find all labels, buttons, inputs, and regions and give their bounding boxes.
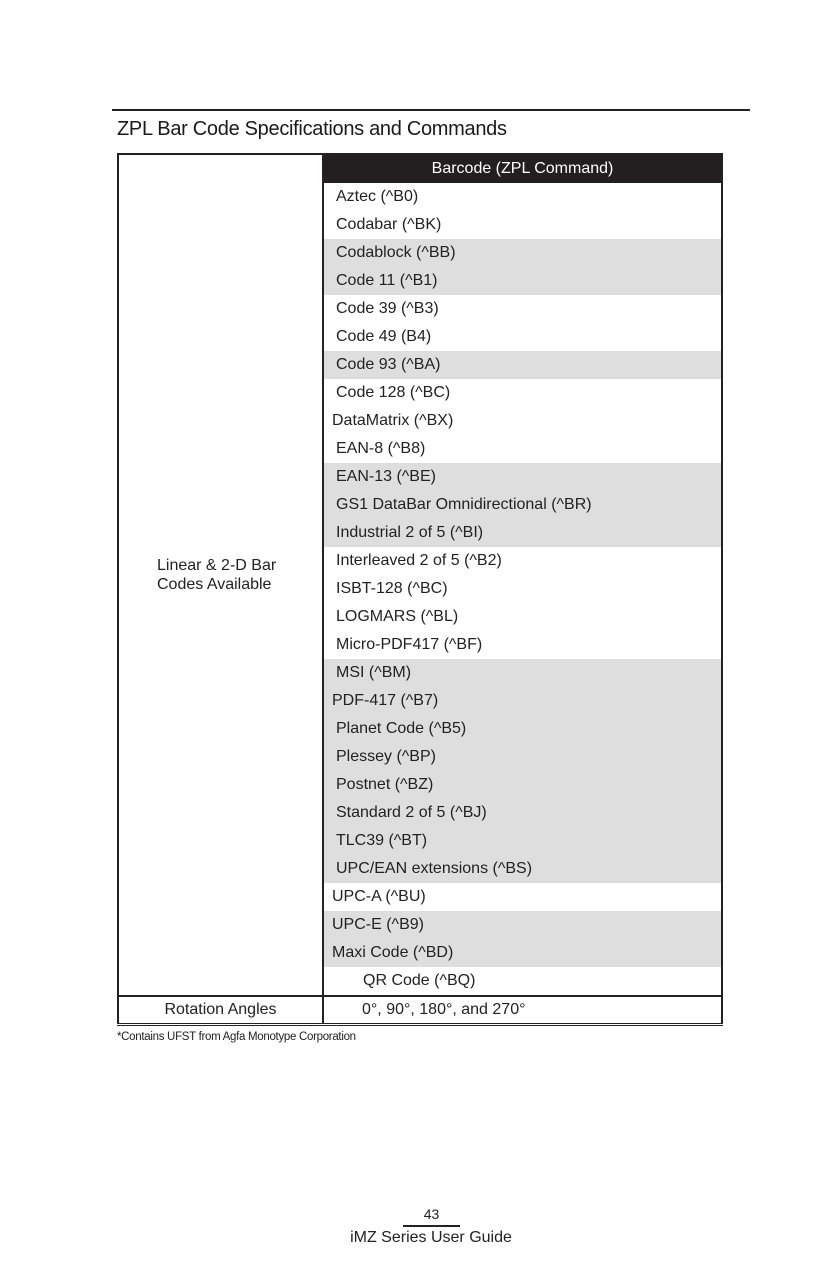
barcode-label: Code 93 (^BA) bbox=[336, 356, 441, 373]
barcode-cell bbox=[323, 939, 722, 967]
barcode-cell bbox=[323, 855, 722, 883]
barcode-cell bbox=[323, 267, 722, 295]
barcode-label: Micro-PDF417 (^BF) bbox=[336, 636, 483, 653]
barcode-label: Industrial 2 of 5 (^BI) bbox=[336, 524, 484, 541]
barcode-label: Code 49 (B4) bbox=[336, 328, 432, 345]
barcode-cell bbox=[323, 463, 722, 491]
barcode-label: Planet Code (^B5) bbox=[336, 720, 467, 737]
barcode-label: Interleaved 2 of 5 (^B2) bbox=[336, 552, 502, 569]
barcode-label: UPC-A (^BU) bbox=[332, 888, 426, 905]
barcode-cell bbox=[323, 575, 722, 603]
barcode-label: PDF-417 (^B7) bbox=[332, 692, 439, 709]
barcode-label: UPC/EAN extensions (^BS) bbox=[336, 860, 533, 877]
barcode-cell bbox=[323, 435, 722, 463]
barcode-label: ISBT-128 (^BC) bbox=[336, 580, 448, 597]
barcode-cell bbox=[323, 687, 722, 715]
barcode-label: Aztec (^B0) bbox=[336, 188, 419, 205]
barcode-label: Standard 2 of 5 (^BJ) bbox=[336, 804, 487, 821]
barcode-label: UPC-E (^B9) bbox=[332, 916, 424, 933]
section-title: ZPL Bar Code Specifications and Commands bbox=[117, 118, 507, 140]
barcode-cell bbox=[323, 323, 722, 351]
rotation-row bbox=[118, 996, 722, 1025]
barcode-label: EAN-8 (^B8) bbox=[336, 440, 426, 457]
barcode-label: Codabar (^BK) bbox=[336, 216, 442, 233]
table-header-row bbox=[118, 154, 722, 183]
barcode-cell bbox=[323, 491, 722, 519]
barcode-label: Maxi Code (^BD) bbox=[332, 944, 454, 961]
barcode-label: DataMatrix (^BX) bbox=[332, 412, 454, 429]
barcode-label: Codablock (^BB) bbox=[336, 244, 456, 261]
barcode-cell bbox=[323, 771, 722, 799]
footer-title: iMZ Series User Guide bbox=[350, 1229, 512, 1246]
barcode-label: Code 128 (^BC) bbox=[336, 384, 451, 401]
top-rule bbox=[112, 109, 750, 111]
barcode-cell bbox=[323, 827, 722, 855]
barcode-cell bbox=[323, 239, 722, 267]
barcode-label: LOGMARS (^BL) bbox=[336, 608, 459, 625]
spec-table bbox=[117, 153, 723, 1026]
barcode-label: GS1 DataBar Omnidirectional (^BR) bbox=[336, 496, 592, 513]
barcode-cell bbox=[323, 911, 722, 939]
barcode-cell bbox=[323, 351, 722, 379]
barcode-cell bbox=[323, 295, 722, 323]
barcode-cell bbox=[323, 379, 722, 407]
page-number: 43 bbox=[403, 1206, 460, 1227]
barcode-cell bbox=[323, 519, 722, 547]
barcode-cell bbox=[323, 659, 722, 687]
barcode-cell bbox=[323, 407, 722, 435]
barcode-label: EAN-13 (^BE) bbox=[336, 468, 436, 485]
barcode-cell bbox=[323, 211, 722, 239]
barcode-cell bbox=[323, 799, 722, 827]
barcode-cell bbox=[323, 883, 722, 911]
barcode-label: Code 11 (^B1) bbox=[336, 272, 438, 289]
table-header: Barcode (ZPL Command) bbox=[323, 154, 722, 183]
barcode-cell bbox=[323, 183, 722, 211]
footnote: *Contains UFST from Agfa Monotype Corporation bbox=[117, 1031, 356, 1043]
barcode-cell bbox=[323, 743, 722, 771]
rotation-value: 0°, 90°, 180°, and 270° bbox=[323, 996, 722, 1025]
barcode-label: Plessey (^BP) bbox=[336, 748, 436, 765]
left-label-line2: Codes Available bbox=[157, 576, 272, 593]
barcode-label: Code 39 (^B3) bbox=[336, 300, 439, 317]
barcode-label: MSI (^BM) bbox=[336, 664, 412, 681]
rotation-label: Rotation Angles bbox=[118, 996, 323, 1025]
barcode-label: Postnet (^BZ) bbox=[336, 776, 434, 793]
barcode-label: TLC39 (^BT) bbox=[336, 832, 428, 849]
barcode-cell bbox=[323, 631, 722, 659]
barcode-label: QR Code (^BQ) bbox=[363, 972, 476, 989]
left-label-cell bbox=[118, 154, 323, 996]
barcode-cell bbox=[323, 967, 722, 996]
left-label-line1: Linear & 2-D Bar bbox=[157, 557, 277, 574]
barcode-cell bbox=[323, 547, 722, 575]
barcode-cell bbox=[323, 715, 722, 743]
barcode-cell bbox=[323, 603, 722, 631]
